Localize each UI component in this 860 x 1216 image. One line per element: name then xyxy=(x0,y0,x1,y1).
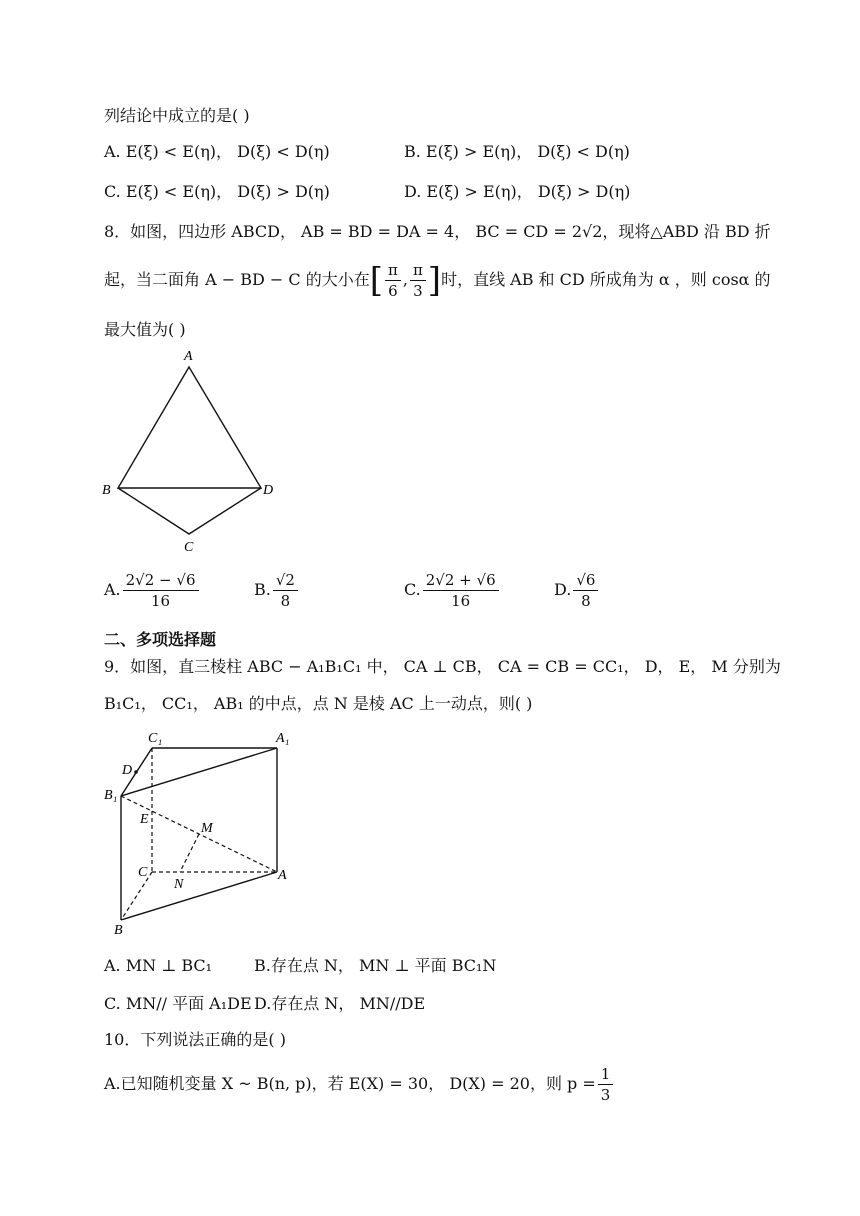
fraction-one-third: $\frac{1}{3}$ xyxy=(598,1064,614,1105)
q9-line2: B₁C₁， CC₁， AB₁ 的中点，点 N 是棱 AC 上一动点，则( ) xyxy=(104,694,533,713)
q7-option-a[interactable]: A. E(ξ) < E(η)， D(ξ) < D(η) xyxy=(104,142,330,161)
fig9-label-e: E xyxy=(140,812,149,827)
q8-line2-b: 时，直线 AB 和 CD 所成角为 α ，则 cosα 的 xyxy=(441,270,771,289)
fig9-label-d: D xyxy=(122,763,133,778)
fig9-label-m: M xyxy=(201,821,213,836)
interval-comma: , xyxy=(402,270,408,289)
q8-option-a[interactable]: A. $\frac{2√2 - √6}{16}$ xyxy=(104,568,201,612)
q8-option-c[interactable]: C. $\frac{2√2 + √6}{16}$ xyxy=(404,568,501,612)
q10-line1: 10．下列说法正确的是( ) xyxy=(104,1030,286,1049)
pi-over-3: $\frac{\pi}{3}$ xyxy=(410,260,426,301)
fig9-label-c: C xyxy=(138,865,148,880)
q8-option-d[interactable]: D. $\frac{√6}{8}$ xyxy=(554,568,600,612)
q9-option-b[interactable]: B.存在点 N， MN ⊥ 平面 BC₁N xyxy=(254,956,497,975)
fig9-label-c1: C₁ xyxy=(148,731,163,746)
q7-option-d[interactable]: D. E(ξ) > E(η)， D(ξ) > D(η) xyxy=(404,182,631,201)
fig9-label-a1: A₁ xyxy=(276,731,290,746)
fig8-label-b: B xyxy=(102,483,111,498)
q7-option-c[interactable]: C. E(ξ) < E(η)， D(ξ) > D(η) xyxy=(104,182,330,201)
q7-option-b[interactable]: B. E(ξ) > E(η)， D(ξ) < D(η) xyxy=(404,142,630,161)
q8-line1: 8．如图，四边形 ABCD， AB = BD = DA = 4， BC = CD = 2√2，现将△ABD 沿 BD 折 xyxy=(104,222,771,241)
interval-open: [ xyxy=(369,260,383,301)
fig9-label-n: N xyxy=(174,877,184,892)
fig9-label-b: B xyxy=(114,923,123,938)
fig9-label-a: A xyxy=(278,868,287,883)
fig8-label-a: A xyxy=(184,349,193,364)
fig9-label-b1: B₁ xyxy=(104,788,118,803)
q8-line2-a: 起，当二面角 A − BD − C 的大小在 xyxy=(104,270,370,289)
q9-line1: 9．如图，直三棱柱 ABC − A₁B₁C₁ 中， CA ⊥ CB， CA = CB = CC₁， D， E， M 分别为 xyxy=(104,657,781,676)
q7-tail: 列结论中成立的是( ) xyxy=(104,106,250,125)
prism-figure xyxy=(100,724,310,940)
q9-option-c[interactable]: C. MN// 平面 A₁DE xyxy=(104,994,252,1013)
q9-option-d[interactable]: D.存在点 N， MN//DE xyxy=(254,994,426,1013)
q9-option-a[interactable]: A. MN ⊥ BC₁ xyxy=(104,956,213,975)
interval-close: ] xyxy=(427,260,442,301)
q8-option-b[interactable]: B. $\frac{√2}{8}$ xyxy=(254,568,300,612)
section-title-multiple-choice: 二、多项选择题 xyxy=(104,630,217,649)
quadrilateral-figure xyxy=(96,344,296,558)
fig8-label-d: D xyxy=(263,483,274,498)
q8-line3: 最大值为( ) xyxy=(104,320,186,339)
fig8-label-c: C xyxy=(184,540,194,555)
q8-line2 xyxy=(104,258,771,303)
q10-option-a[interactable]: A.已知随机变量 X ~ B(n, p)，若 E(X) = 30， D(X) = 20，则 p = $\frac{1}{3}$ xyxy=(104,1062,615,1106)
pi-over-6: $\frac{\pi}{6}$ xyxy=(385,260,401,301)
